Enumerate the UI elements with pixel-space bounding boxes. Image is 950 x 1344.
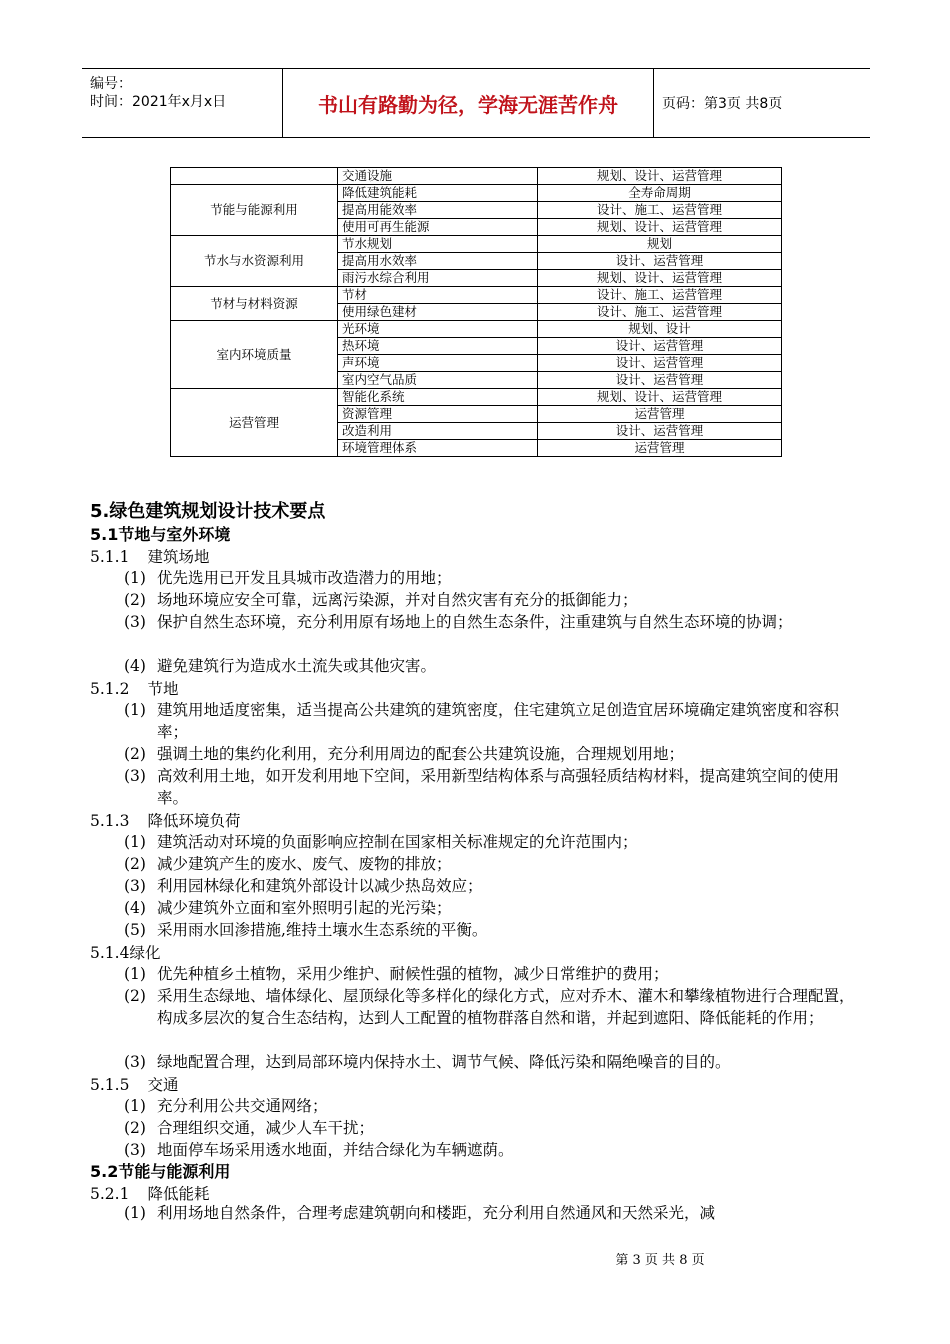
clause-title: 降低环境负荷 bbox=[147, 812, 241, 830]
list-item bbox=[124, 919, 864, 941]
table-item-cell: 雨污水综合利用 bbox=[338, 270, 538, 287]
table-row bbox=[171, 168, 782, 185]
item-text: 建筑用地适度密集，适当提高公共建筑的建筑密度，住宅建筑立足创造宜居环境确定建筑密度和容积率； bbox=[157, 701, 840, 741]
table-stage-cell: 规划、设计、运营管理 bbox=[538, 168, 782, 185]
item-text: 高效利用土地，如开发利用地下空间，采用新型结构体系与高强轻质结构材料，提高建筑空间的使用率。 bbox=[157, 767, 840, 807]
list-item bbox=[124, 1202, 864, 1224]
clause-number: 5.1.3 bbox=[90, 812, 130, 830]
item-text: 优先种植乡土植物，采用少维护、耐候性强的植物，减少日常维护的费用； bbox=[157, 965, 669, 983]
section-title: 5.绿色建筑规划设计技术要点 bbox=[90, 501, 326, 522]
table-row bbox=[171, 321, 782, 338]
item-text: 避免建筑行为造成水土流失或其他灾害。 bbox=[157, 657, 437, 675]
item-text: 强调土地的集约化利用，充分利用周边的配套公共建筑设施，合理规划用地； bbox=[157, 745, 685, 763]
list-item bbox=[124, 853, 864, 875]
list-item bbox=[124, 589, 864, 611]
list-item bbox=[124, 611, 864, 633]
table-row bbox=[171, 287, 782, 304]
item-number: (3) bbox=[124, 767, 146, 785]
list-item bbox=[124, 897, 864, 919]
item-number: (2) bbox=[124, 987, 146, 1005]
table-stage-cell: 设计、施工、运营管理 bbox=[538, 202, 782, 219]
number-label: 编号： bbox=[90, 76, 132, 92]
item-number: (3) bbox=[124, 613, 146, 631]
table-stage-cell: 设计、运营管理 bbox=[538, 338, 782, 355]
table-stage-cell: 设计、施工、运营管理 bbox=[538, 287, 782, 304]
item-number: (1) bbox=[124, 1097, 146, 1115]
table-item-cell: 资源管理 bbox=[338, 406, 538, 423]
item-number: (4) bbox=[124, 899, 146, 917]
list-item bbox=[124, 1139, 864, 1161]
table-stage-cell: 设计、施工、运营管理 bbox=[538, 304, 782, 321]
table-item-cell: 室内空气品质 bbox=[338, 372, 538, 389]
item-number: (3) bbox=[124, 877, 146, 895]
table-stage-cell: 设计、运营管理 bbox=[538, 372, 782, 389]
table-stage-cell: 全寿命周期 bbox=[538, 185, 782, 202]
table-stage-cell: 规划、设计、运营管理 bbox=[538, 219, 782, 236]
list-item bbox=[124, 1095, 864, 1117]
list-item bbox=[124, 765, 864, 809]
item-number: (2) bbox=[124, 591, 146, 609]
green-building-table bbox=[170, 167, 782, 457]
table-category-cell: 室内环境质量 bbox=[171, 321, 338, 389]
item-text: 场地环境应安全可靠，远离污染源，并对自然灾害有充分的抵御能力； bbox=[157, 591, 638, 609]
clause-heading bbox=[90, 809, 240, 831]
table-item-cell: 节材 bbox=[338, 287, 538, 304]
table-item-cell: 声环境 bbox=[338, 355, 538, 372]
table-stage-cell: 设计、运营管理 bbox=[538, 253, 782, 270]
item-text: 绿地配置合理，达到局部环境内保持水土、调节气候、降低污染和隔绝噪音的目的。 bbox=[157, 1053, 731, 1071]
table-item-cell: 热环境 bbox=[338, 338, 538, 355]
clause-heading bbox=[90, 545, 209, 567]
time-label: 时间：2021年x月x日 bbox=[90, 94, 227, 110]
page-header bbox=[82, 68, 870, 138]
list-item bbox=[124, 963, 864, 985]
list-item bbox=[124, 743, 864, 765]
table-row bbox=[171, 389, 782, 406]
table-stage-cell: 运营管理 bbox=[538, 440, 782, 457]
list-item bbox=[124, 985, 864, 1029]
list-item bbox=[124, 567, 864, 589]
item-number: (2) bbox=[124, 1119, 146, 1137]
clause-number: 5.1.1 bbox=[90, 548, 130, 566]
item-text: 合理组织交通，减少人车干扰； bbox=[157, 1119, 375, 1137]
clause-number: 5.2.1 bbox=[90, 1185, 130, 1203]
item-text: 优先选用已开发且具城市改造潜力的用地； bbox=[157, 569, 452, 587]
clause-heading bbox=[90, 677, 178, 699]
item-text: 减少建筑外立面和室外照明引起的光污染； bbox=[157, 899, 452, 917]
item-number: (2) bbox=[124, 745, 146, 763]
item-number: (3) bbox=[124, 1141, 146, 1159]
table-stage-cell: 运营管理 bbox=[538, 406, 782, 423]
table-category-cell bbox=[171, 168, 338, 185]
clause-number: 5.1.4 bbox=[90, 944, 130, 962]
item-text: 采用生态绿地、墙体绿化、屋顶绿化等多样化的绿化方式，应对乔木、灌木和攀缘植物进行合理配置，构成多层次的复合生态结构，达到人工配置的植物群落自然和谐，并起到遮阳、降低能耗的作用； bbox=[157, 987, 855, 1027]
table-item-cell: 光环境 bbox=[338, 321, 538, 338]
table-category-cell: 节水与水资源利用 bbox=[171, 236, 338, 287]
item-text: 利用场地自然条件，合理考虑建筑朝向和楼距，充分利用自然通风和天然采光，减 bbox=[157, 1204, 716, 1222]
table-stage-cell: 规划 bbox=[538, 236, 782, 253]
item-number: (2) bbox=[124, 855, 146, 873]
item-text: 充分利用公共交通网络； bbox=[157, 1097, 328, 1115]
item-number: (3) bbox=[124, 1053, 146, 1071]
list-item bbox=[124, 699, 864, 743]
item-number: (1) bbox=[124, 701, 146, 719]
clause-number: 5.1.2 bbox=[90, 680, 130, 698]
item-number: (4) bbox=[124, 657, 146, 675]
page-footer bbox=[0, 1249, 950, 1268]
table-stage-cell: 设计、运营管理 bbox=[538, 355, 782, 372]
item-number: (1) bbox=[124, 965, 146, 983]
table-item-cell: 提高用能效率 bbox=[338, 202, 538, 219]
list-item bbox=[124, 831, 864, 853]
clause-title: 建筑场地 bbox=[147, 548, 210, 566]
list-item bbox=[124, 655, 864, 677]
table-stage-cell: 设计、运营管理 bbox=[538, 423, 782, 440]
item-text: 保护自然生态环境，充分利用原有场地上的自然生态条件，注重建筑与自然生态环境的协调； bbox=[157, 613, 793, 631]
table-stage-cell: 规划、设计、运营管理 bbox=[538, 270, 782, 287]
item-number: (1) bbox=[124, 833, 146, 851]
item-number: (1) bbox=[124, 569, 146, 587]
table-item-cell: 交通设施 bbox=[338, 168, 538, 185]
clause-number: 5.1.5 bbox=[90, 1076, 130, 1094]
item-text: 利用园林绿化和建筑外部设计以减少热岛效应； bbox=[157, 877, 483, 895]
header-motto: 书山有路勤为径，学海无涯苦作舟 bbox=[282, 69, 654, 137]
list-item bbox=[124, 1117, 864, 1139]
list-item bbox=[124, 1051, 864, 1073]
table-item-cell: 节水规划 bbox=[338, 236, 538, 253]
header-meta bbox=[82, 69, 282, 137]
clause-heading bbox=[90, 941, 160, 963]
list-item bbox=[124, 875, 864, 897]
clause-heading bbox=[90, 1073, 178, 1095]
table-item-cell: 降低建筑能耗 bbox=[338, 185, 538, 202]
item-text: 建筑活动对环境的负面影响应控制在国家相关标准规定的允许范围内； bbox=[157, 833, 638, 851]
subsection-title: 5.2节能与能源利用 bbox=[90, 1162, 231, 1181]
item-number: (5) bbox=[124, 921, 146, 939]
clause-heading bbox=[90, 1182, 209, 1204]
footer-page-number: 第 3 页 共 8 页 bbox=[615, 1253, 705, 1268]
clause-title: 节地 bbox=[147, 680, 179, 698]
table-row bbox=[171, 236, 782, 253]
header-page-info: 页码：第3页 共8页 bbox=[662, 96, 783, 112]
table-item-cell: 提高用水效率 bbox=[338, 253, 538, 270]
table-item-cell: 使用绿色建材 bbox=[338, 304, 538, 321]
item-text: 采用雨水回渗措施,维持土壤水生态系统的平衡。 bbox=[157, 921, 488, 939]
clause-title: 降低能耗 bbox=[147, 1185, 210, 1203]
table-category-cell: 节材与材料资源 bbox=[171, 287, 338, 321]
table-stage-cell: 规划、设计、运营管理 bbox=[538, 389, 782, 406]
table-item-cell: 改造利用 bbox=[338, 423, 538, 440]
item-text: 减少建筑产生的废水、废气、废物的排放； bbox=[157, 855, 452, 873]
clause-title: 交通 bbox=[147, 1076, 179, 1094]
table-row bbox=[171, 185, 782, 202]
table-category-cell: 节能与能源利用 bbox=[171, 185, 338, 236]
table-stage-cell: 规划、设计 bbox=[538, 321, 782, 338]
subsection-title: 5.1节地与室外环境 bbox=[90, 525, 231, 544]
item-number: (1) bbox=[124, 1204, 146, 1222]
item-text: 地面停车场采用透水地面，并结合绿化为车辆遮荫。 bbox=[157, 1141, 514, 1159]
table-item-cell: 智能化系统 bbox=[338, 389, 538, 406]
clause-title: 绿化 bbox=[129, 944, 161, 962]
table-category-cell: 运营管理 bbox=[171, 389, 338, 457]
table-item-cell: 使用可再生能源 bbox=[338, 219, 538, 236]
table-item-cell: 环境管理体系 bbox=[338, 440, 538, 457]
